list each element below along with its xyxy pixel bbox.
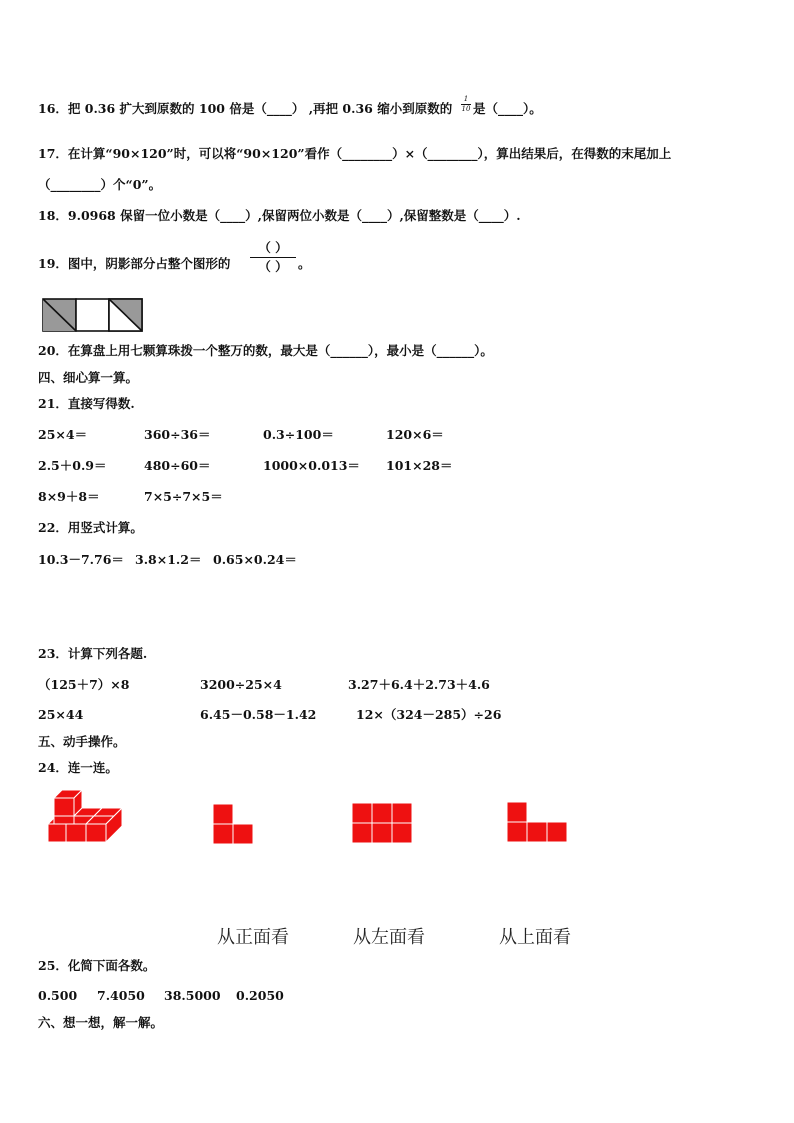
q24-cube-solid [44,790,128,854]
q22-item: 3.8×1.2＝ [135,552,202,567]
q22-item: 0.65×0.24＝ [213,552,297,567]
q23-item: 25×44 [38,707,84,722]
q21-item: 1000×0.013＝ [263,458,360,473]
q21-item: 480÷60＝ [144,458,211,473]
q21-item: 8×9＋8＝ [38,489,100,504]
q16-text-end: 是（____）。 [473,101,542,116]
q17-line2: （________）个“0”。 [38,177,162,192]
q24-view-shape-3 [506,801,568,843]
q19-text-end: 。 [298,256,311,271]
q19-shaded-figure [42,298,144,333]
section-5-heading: 五、动手操作。 [38,734,126,749]
q23-item: 3.27＋6.4＋2.73＋4.6 [348,677,490,692]
q16-fraction-numerator: 1 [463,95,469,103]
q21-item: 25×4＝ [38,427,88,442]
q23-title: 23．计算下列各题. [38,646,148,661]
section-6-heading: 六、想一想，解一解。 [38,1015,164,1030]
q17-line1: 17．在计算“90×120”时，可以将“90×120”看作（________）×（________），算出结果后，在得数的末尾加上 [38,146,672,161]
q24-view-shape-1 [212,803,256,845]
q19-text: 19．图中，阴影部分占整个图形的 [38,256,231,271]
q20-text: 20．在算盘上用七颗算珠拨一个整万的数，最大是（______），最小是（______）。 [38,343,493,358]
q23-item: 12×（324－285）÷26 [356,707,502,722]
section-4-heading: 四、细心算一算。 [38,370,139,385]
q24-view-label-top: 从上面看 [499,927,571,948]
q16-fraction-denominator: 10 [461,105,471,113]
q21-item: 2.5＋0.9＝ [38,458,107,473]
q16-text-start: 16．把 0.36 扩大到原数的 100 倍是（____） ,再把 0.36 缩小到原数的 [38,101,453,116]
q16-fraction [461,96,471,113]
q21-title: 21．直接写得数. [38,396,135,411]
q25-item: 0.2050 [236,988,284,1003]
q23-item: （125＋7）×8 [38,677,130,692]
q21-item: 7×5÷7×5＝ [144,489,223,504]
q25-title: 25．化简下面各数。 [38,958,156,973]
q21-item: 120×6＝ [386,427,444,442]
q19-answer-fraction [250,241,296,274]
q25-item: 0.500 [38,988,78,1003]
q24-view-shape-2 [351,802,413,844]
q25-item: 7.4050 [97,988,145,1003]
q24-view-label-left: 从左面看 [353,927,425,948]
q21-item: 360÷36＝ [144,427,211,442]
q22-title: 22．用竖式计算。 [38,520,143,535]
q18-text: 18．9.0968 保留一位小数是（____）,保留两位小数是（____）,保留整数是（____）. [38,208,521,223]
q21-item: 101×28＝ [386,458,453,473]
q19-fraction-numerator: （ ） [258,240,288,255]
q23-item: 6.45－0.58－1.42 [200,707,317,722]
q24-view-label-front: 从正面看 [217,927,289,948]
q24-title: 24．连一连。 [38,760,118,775]
q23-item: 3200÷25×4 [200,677,282,692]
q25-item: 38.5000 [164,988,221,1003]
q19-fraction-denominator: （ ） [258,259,288,274]
q22-item: 10.3－7.76＝ [38,552,124,567]
q21-item: 0.3÷100＝ [263,427,334,442]
